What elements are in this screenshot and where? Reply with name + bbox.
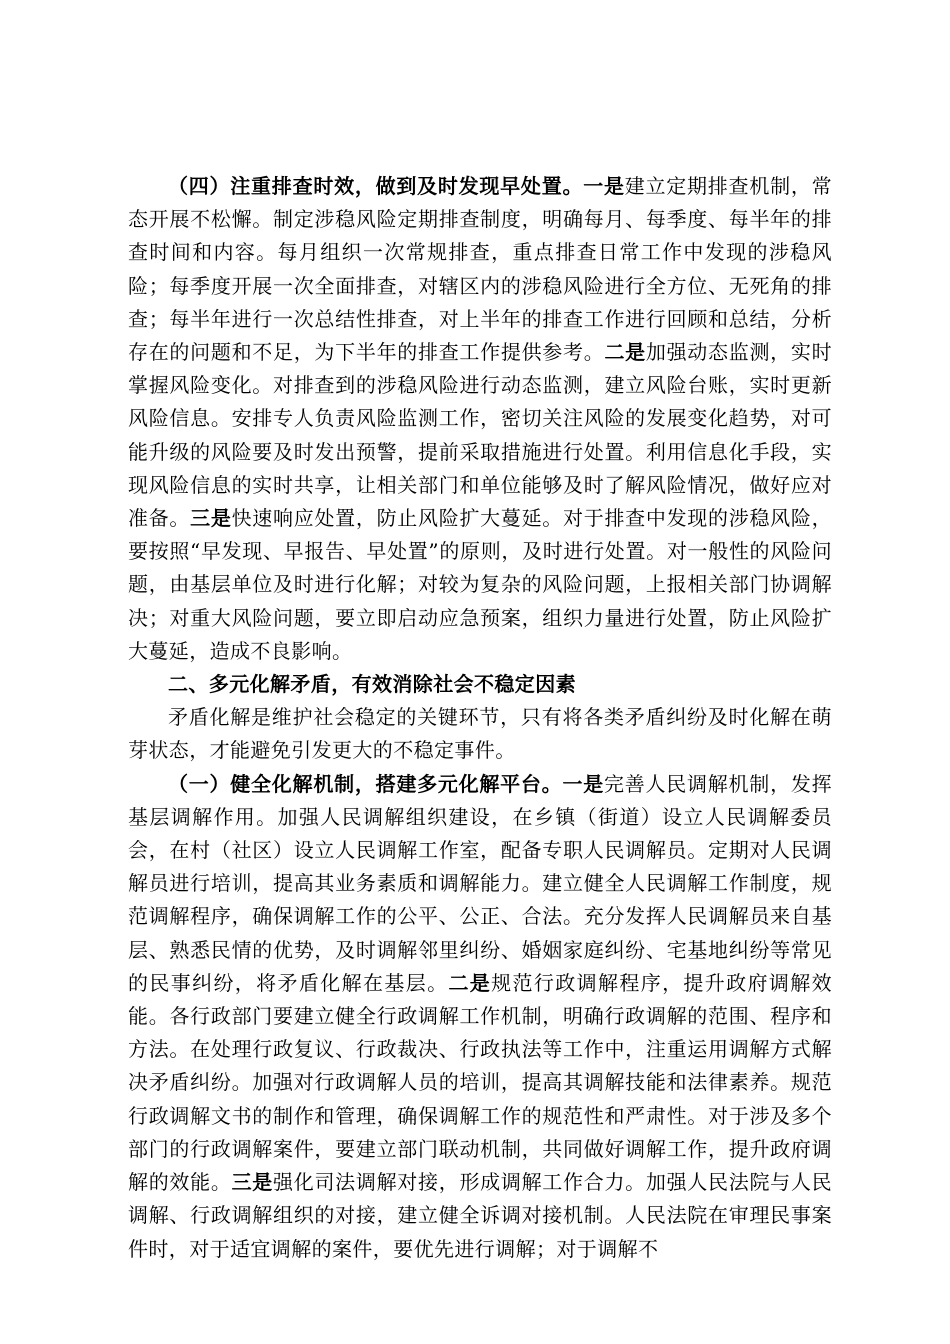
keyword-third: 三是 bbox=[231, 1170, 274, 1195]
keyword-first: 一是 bbox=[583, 174, 625, 198]
keyword-third: 三是 bbox=[190, 506, 232, 531]
paragraph-text: 建立定期排查机制，常态开展不松懈。制定涉稳风险定期排查制度，明确每月、每季度、每半年的排查时间和内容。每月组织一次常规排查，重点排查日常工作中发现的涉稳风险；每季度开展一次全面排查，对辖区内的涉稳风险进行全方位、无死角的排查；每半年进行一次总结性排查，对上半年的排查工作进行回顾和总结，分析存在的问题和不足，为下半年的排查工作提供参考。 bbox=[128, 174, 832, 365]
section-heading: 二、多元化解矛盾，有效消除社会不稳定因素 bbox=[168, 672, 576, 697]
keyword-second: 二是 bbox=[448, 970, 492, 995]
paragraph-intro: 矛盾化解是维护社会稳定的关键环节，只有将各类矛盾纠纷及时化解在萌芽状态，才能避免引发更大的不稳定事件。 bbox=[128, 705, 832, 763]
paragraph-risk-screening bbox=[128, 170, 832, 668]
paragraph-lead: （四）注重排查时效，做到及时发现早处置。 bbox=[168, 174, 584, 198]
keyword-second: 二是 bbox=[604, 340, 646, 365]
paragraph-text: 规范行政调解程序，提升政府调解效能。各行政部门要建立健全行政调解工作机制，明确行政调解的范围、程序和方法。在处理行政复议、行政裁决、行政执法等工作中，注重运用调解方式解决矛盾纠纷。加强对行政调解人员的培训，提高其调解技能和法律素养。规范行政调解文书的制作和管理，确保调解工作的规范性和严肃性。对于涉及多个部门的行政调解案件，要建立部门联动机制，共同做好调解工作，提升政府调解的效能。 bbox=[128, 970, 833, 1195]
paragraph-text: 快速响应处置，防止风险扩大蔓延。对于排查中发现的涉稳风险，要按照“早发现、早报告、早处置”的原则，及时进行处置。对一般性的风险问题，由基层单位及时进行化解；对较为复杂的风险问题，上报相关部门协调解决；对重大风险问题，要立即启动应急预案，组织力量进行处置，防止风险扩大蔓延，造成不良影响。 bbox=[128, 506, 832, 663]
paragraph-lead: （一）健全化解机制，搭建多元化解平台。 bbox=[168, 771, 563, 796]
paragraph-mediation-mechanism bbox=[128, 768, 832, 1266]
paragraph-text: 强化司法调解对接，形成调解工作合力。加强人民法院与人民调解、行政调解组织的对接，建立健全诉调对接机制。人民法院在审理民事案件时，对于适宜调解的案件，要优先进行调解；对于调解不 bbox=[128, 1170, 832, 1261]
keyword-first: 一是 bbox=[562, 771, 604, 796]
document-page bbox=[128, 170, 832, 1266]
paragraph-text: 加强动态监测，实时掌握风险变化。对排查到的涉稳风险进行动态监测，建立风险台账，实时更新风险信息。安排专人负责风险监测工作，密切关注风险的发展变化趋势，对可能升级的风险要及时发出预警，提前采取措施进行处置。利用信息化手段，实现风险信息的实时共享，让相关部门和单位能够及时了解风险情况，做好应对准备。 bbox=[128, 340, 832, 531]
paragraph-text: 完善人民调解机制，发挥基层调解作用。加强人民调解组织建设，在乡镇（街道）设立人民调解委员会，在村（社区）设立人民调解工作室，配备专职人民调解员。定期对人民调解员进行培训，提高其业务素质和调解能力。建立健全人民调解工作制度，规范调解程序，确保调解工作的公平、公正、合法。充分发挥人民调解员来自基层、熟悉民情的优势，及时调解邻里纠纷、婚姻家庭纠纷、宅基地纠纷等常见的民事纠纷，将矛盾化解在基层。 bbox=[128, 771, 832, 995]
